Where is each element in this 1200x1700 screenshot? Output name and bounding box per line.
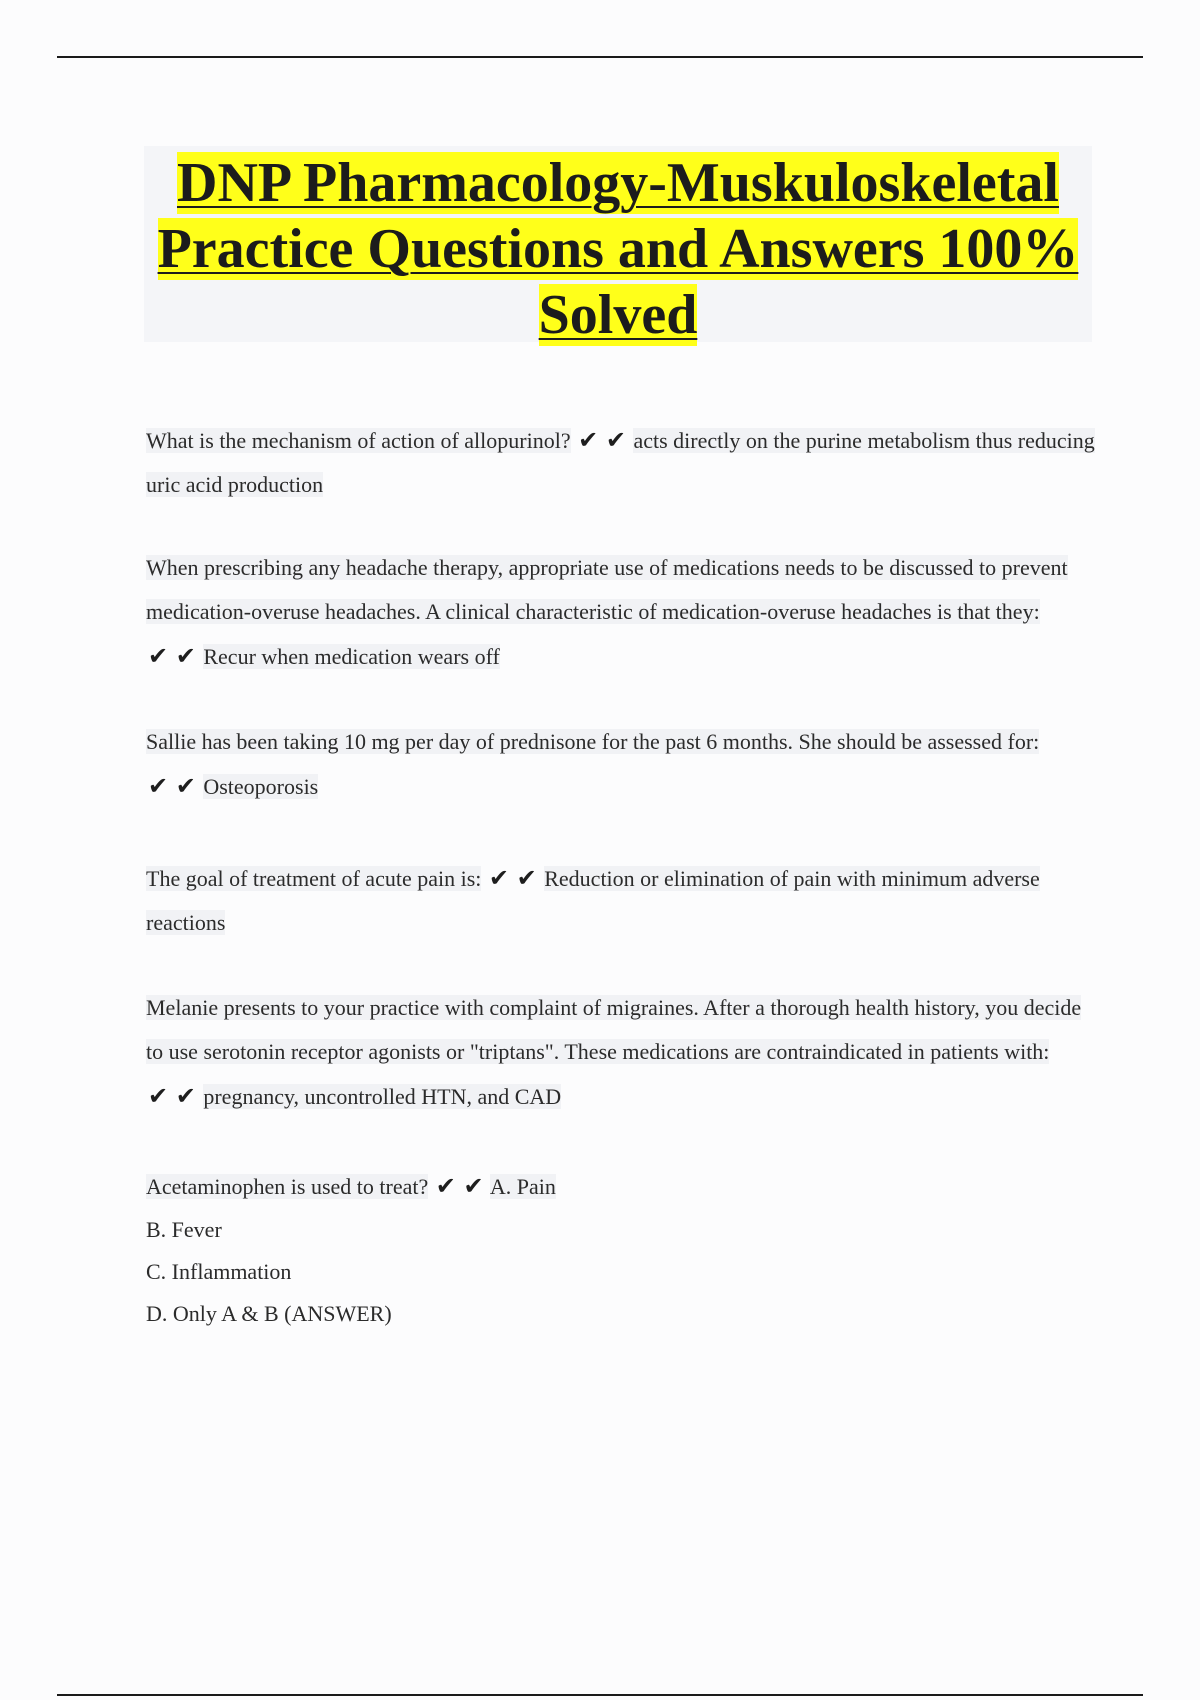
top-rule	[57, 56, 1143, 58]
question-text: When prescribing any headache therapy, appropriate use of medications needs to be discussed to prevent medication-overuse headaches. A clinical characteristic of medication-overuse headaches is that they:	[146, 555, 1068, 624]
question-text: The goal of treatment of acute pain is:	[146, 866, 482, 891]
answer-text: Osteoporosis	[203, 774, 319, 799]
title-line-1: DNP Pharmacology-Muskuloskeletal	[177, 152, 1059, 214]
double-check-icon: ✔ ✔	[148, 642, 196, 670]
question-text: Acetaminophen is used to treat?	[146, 1174, 429, 1199]
answer-text: Recur when medication wears off	[203, 644, 500, 669]
title-line-2: Practice Questions and Answers 100%	[157, 218, 1079, 280]
answer-option: C. Inflammation	[146, 1259, 292, 1284]
question-text: Melanie presents to your practice with complaint of migraines. After a thorough health history, you decide to use serotonin receptor agonists or "triptans". These medications are contraindicated in patients with:	[146, 995, 1082, 1064]
title-line-3: Solved	[538, 284, 698, 346]
document-title	[144, 146, 1092, 348]
double-check-icon: ✔ ✔	[148, 772, 196, 800]
answer-option: B. Fever	[146, 1217, 222, 1242]
qa-item-3	[146, 720, 1096, 809]
double-check-icon: ✔ ✔	[435, 1172, 484, 1200]
question-text: What is the mechanism of action of allopurinol?	[146, 428, 571, 453]
qa-item-2	[146, 546, 1096, 679]
answer-text: pregnancy, uncontrolled HTN, and CAD	[203, 1084, 562, 1109]
qa-item-4	[146, 856, 1096, 945]
question-text: Sallie has been taking 10 mg per day of prednisone for the past 6 months. She should be assessed for:	[146, 729, 1040, 754]
qa-item-5	[146, 986, 1096, 1119]
qa-item-6	[146, 1164, 1096, 1209]
title-block	[144, 146, 1092, 346]
answer-option: D. Only A & B (ANSWER)	[146, 1301, 392, 1326]
double-check-icon: ✔ ✔	[578, 426, 626, 454]
answer-text: acts directly on the purine metabolism thus reducing uric acid production	[146, 428, 1095, 497]
answer-text: Reduction or elimination of pain with minimum adverse reactions	[146, 866, 1040, 935]
answer-text: A. Pain	[489, 1174, 556, 1199]
qa-item-1	[146, 418, 1096, 507]
bottom-rule	[57, 1694, 1143, 1696]
double-check-icon: ✔ ✔	[488, 864, 537, 892]
double-check-icon: ✔ ✔	[148, 1082, 196, 1110]
